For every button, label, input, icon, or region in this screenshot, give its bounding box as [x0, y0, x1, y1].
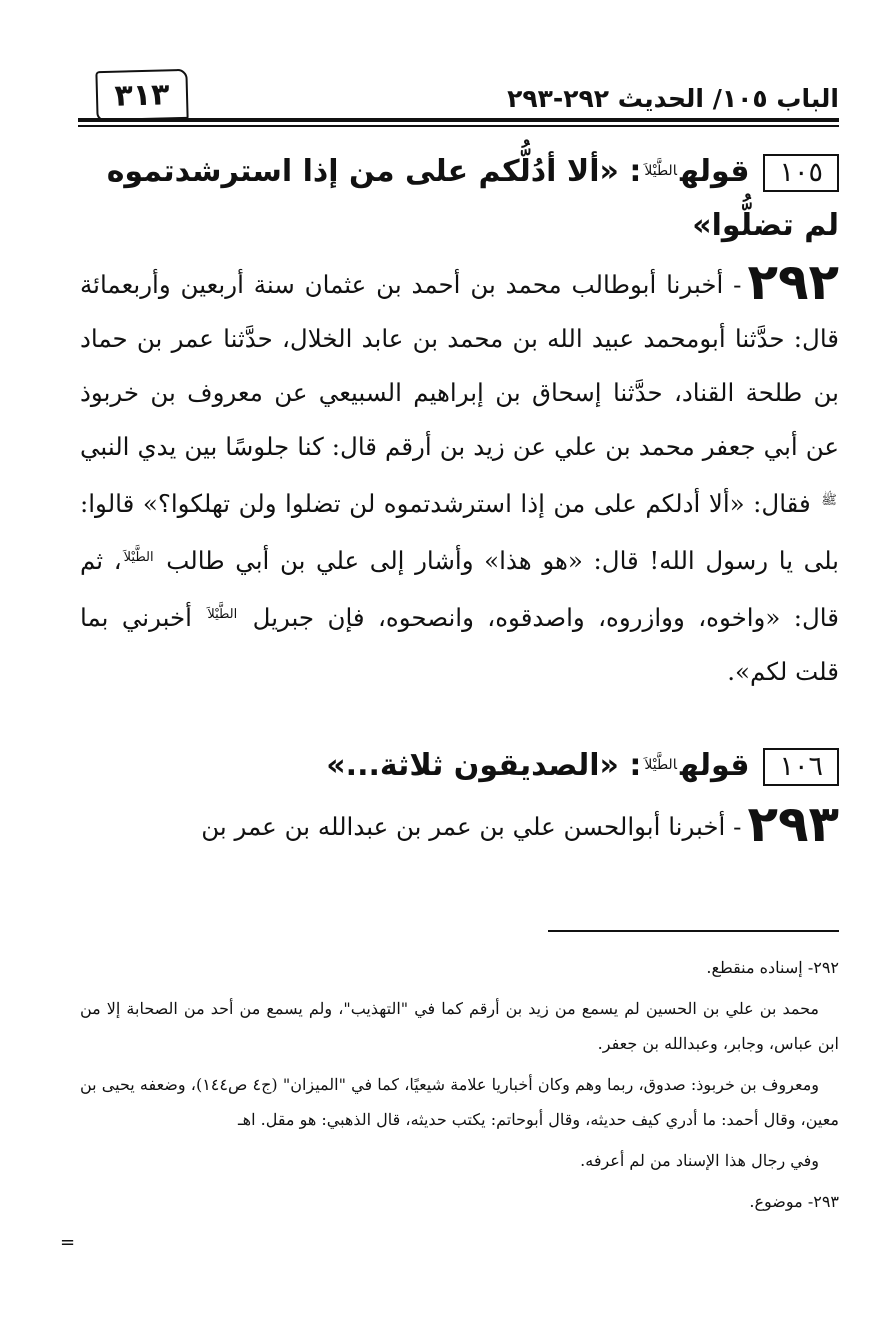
- chapter-prefix: قوله: [679, 154, 750, 189]
- chapter-number: ١٠٥: [763, 154, 839, 192]
- hadith-text: - أخبرنا أبوالحسن علي بن عمر بن عبدالله بن عمر بن: [201, 812, 742, 841]
- page-number: ٣١٣: [95, 69, 188, 121]
- hadith-text: فقال: «ألا أدلكم على من إذا استرشدتموه لن تضلوا ولن تهلكوا؟» قالوا: بلى يا رسول الله! قال: «هو هذا» وأشار إلى علي بن أبي طالب: [80, 489, 839, 575]
- margin-mark: =: [60, 1232, 76, 1253]
- footnote-293-label: ٢٩٣- موضوع.: [749, 1192, 839, 1211]
- hadith-text: - أخبرنا أبوطالب محمد بن أحمد بن عثمان سنة أربعين وأربعمائة قال: حدَّثنا أبومحمد عبيد الله بن محمد بن عابد الخلال، حدَّثنا عمر بن حماد بن طلحة القناد، حدَّثنا إسحاق بن إبراهيم السبيعي عن معروف بن خربوذ عن أبي جعفر محمد بن علي عن زيد بن أرقم قال: كنا جلوسًا بين يدي النبي: [80, 270, 839, 461]
- footnotes: [80, 950, 839, 1225]
- footnote-292-paragraph: ومعروف بن خربوذ: صدوق، ربما وهم وكان أخباريا علامة شيعيًا، كما في "الميزان" (ج٤ ص١٤٤)، وضعفه يحيى بن معين، وقال أحمد: ما أدري كيف حديثه، وقال أبوحاتم: يكتب حديثه، قال الذهبي: هو مقل. اهـ: [80, 1075, 839, 1129]
- footnote-292-paragraph: وفي رجال هذا الإسناد من لم أعرفه.: [580, 1151, 819, 1170]
- hadith-text: ، ثم قال: «واخوه، ووازروه، واصدقوه، وانصحوه، فإن جبريل: [80, 546, 839, 632]
- chapter-heading-106: ١٠٦قوله$^{الطَّيْلاَ}$: «الصديقون ثلاثة...»: [80, 738, 839, 793]
- honorific: الطَّيْلاَ: [644, 163, 677, 179]
- header-rule-thin: [78, 125, 839, 127]
- hadith-number: ٢٩٢: [747, 253, 839, 311]
- chapter-quote: «الصديقون ثلاثة...»: [326, 748, 619, 783]
- honorific: الطَّيْلاَ: [644, 757, 677, 773]
- header-rule-thick: [78, 118, 839, 122]
- hadith-292: [80, 253, 839, 699]
- footnote-292-paragraph: محمد بن علي بن الحسين لم يسمع من زيد بن أرقم كما في "التهذيب"، ولم يسمع من أحد من الصحابة إلا من ابن عباس، وجابر، وعبدالله بن جعفر.: [80, 999, 839, 1053]
- honorific: ﷺ: [821, 493, 838, 508]
- chapter-heading-105: ١٠٥قوله$^{الطَّيْلاَ}$: «ألا أدُلُّكم على من إذا استرشدتموه لم تضلُّوا»: [106, 154, 839, 243]
- chapter-number: ١٠٦: [763, 748, 839, 786]
- chapter-quote: «ألا أدُلُّكم على من إذا استرشدتموه لم تضلُّوا»: [106, 154, 839, 243]
- hadith-293: [80, 795, 839, 854]
- honorific: الطَّيْلاَ: [123, 550, 154, 565]
- footnote-rule: [548, 930, 839, 932]
- honorific: الطَّيْلاَ: [207, 607, 238, 622]
- chapter-prefix: قوله: [679, 748, 750, 783]
- footnote-292-label: ٢٩٢- إسناده منقطع.: [706, 958, 839, 977]
- running-head: الباب ١٠٥/ الحديث ٢٩٢-٢٩٣: [507, 84, 839, 113]
- hadith-number: ٢٩٣: [747, 795, 839, 853]
- hadith-text: أخبرني بما قلت لكم».: [80, 603, 839, 686]
